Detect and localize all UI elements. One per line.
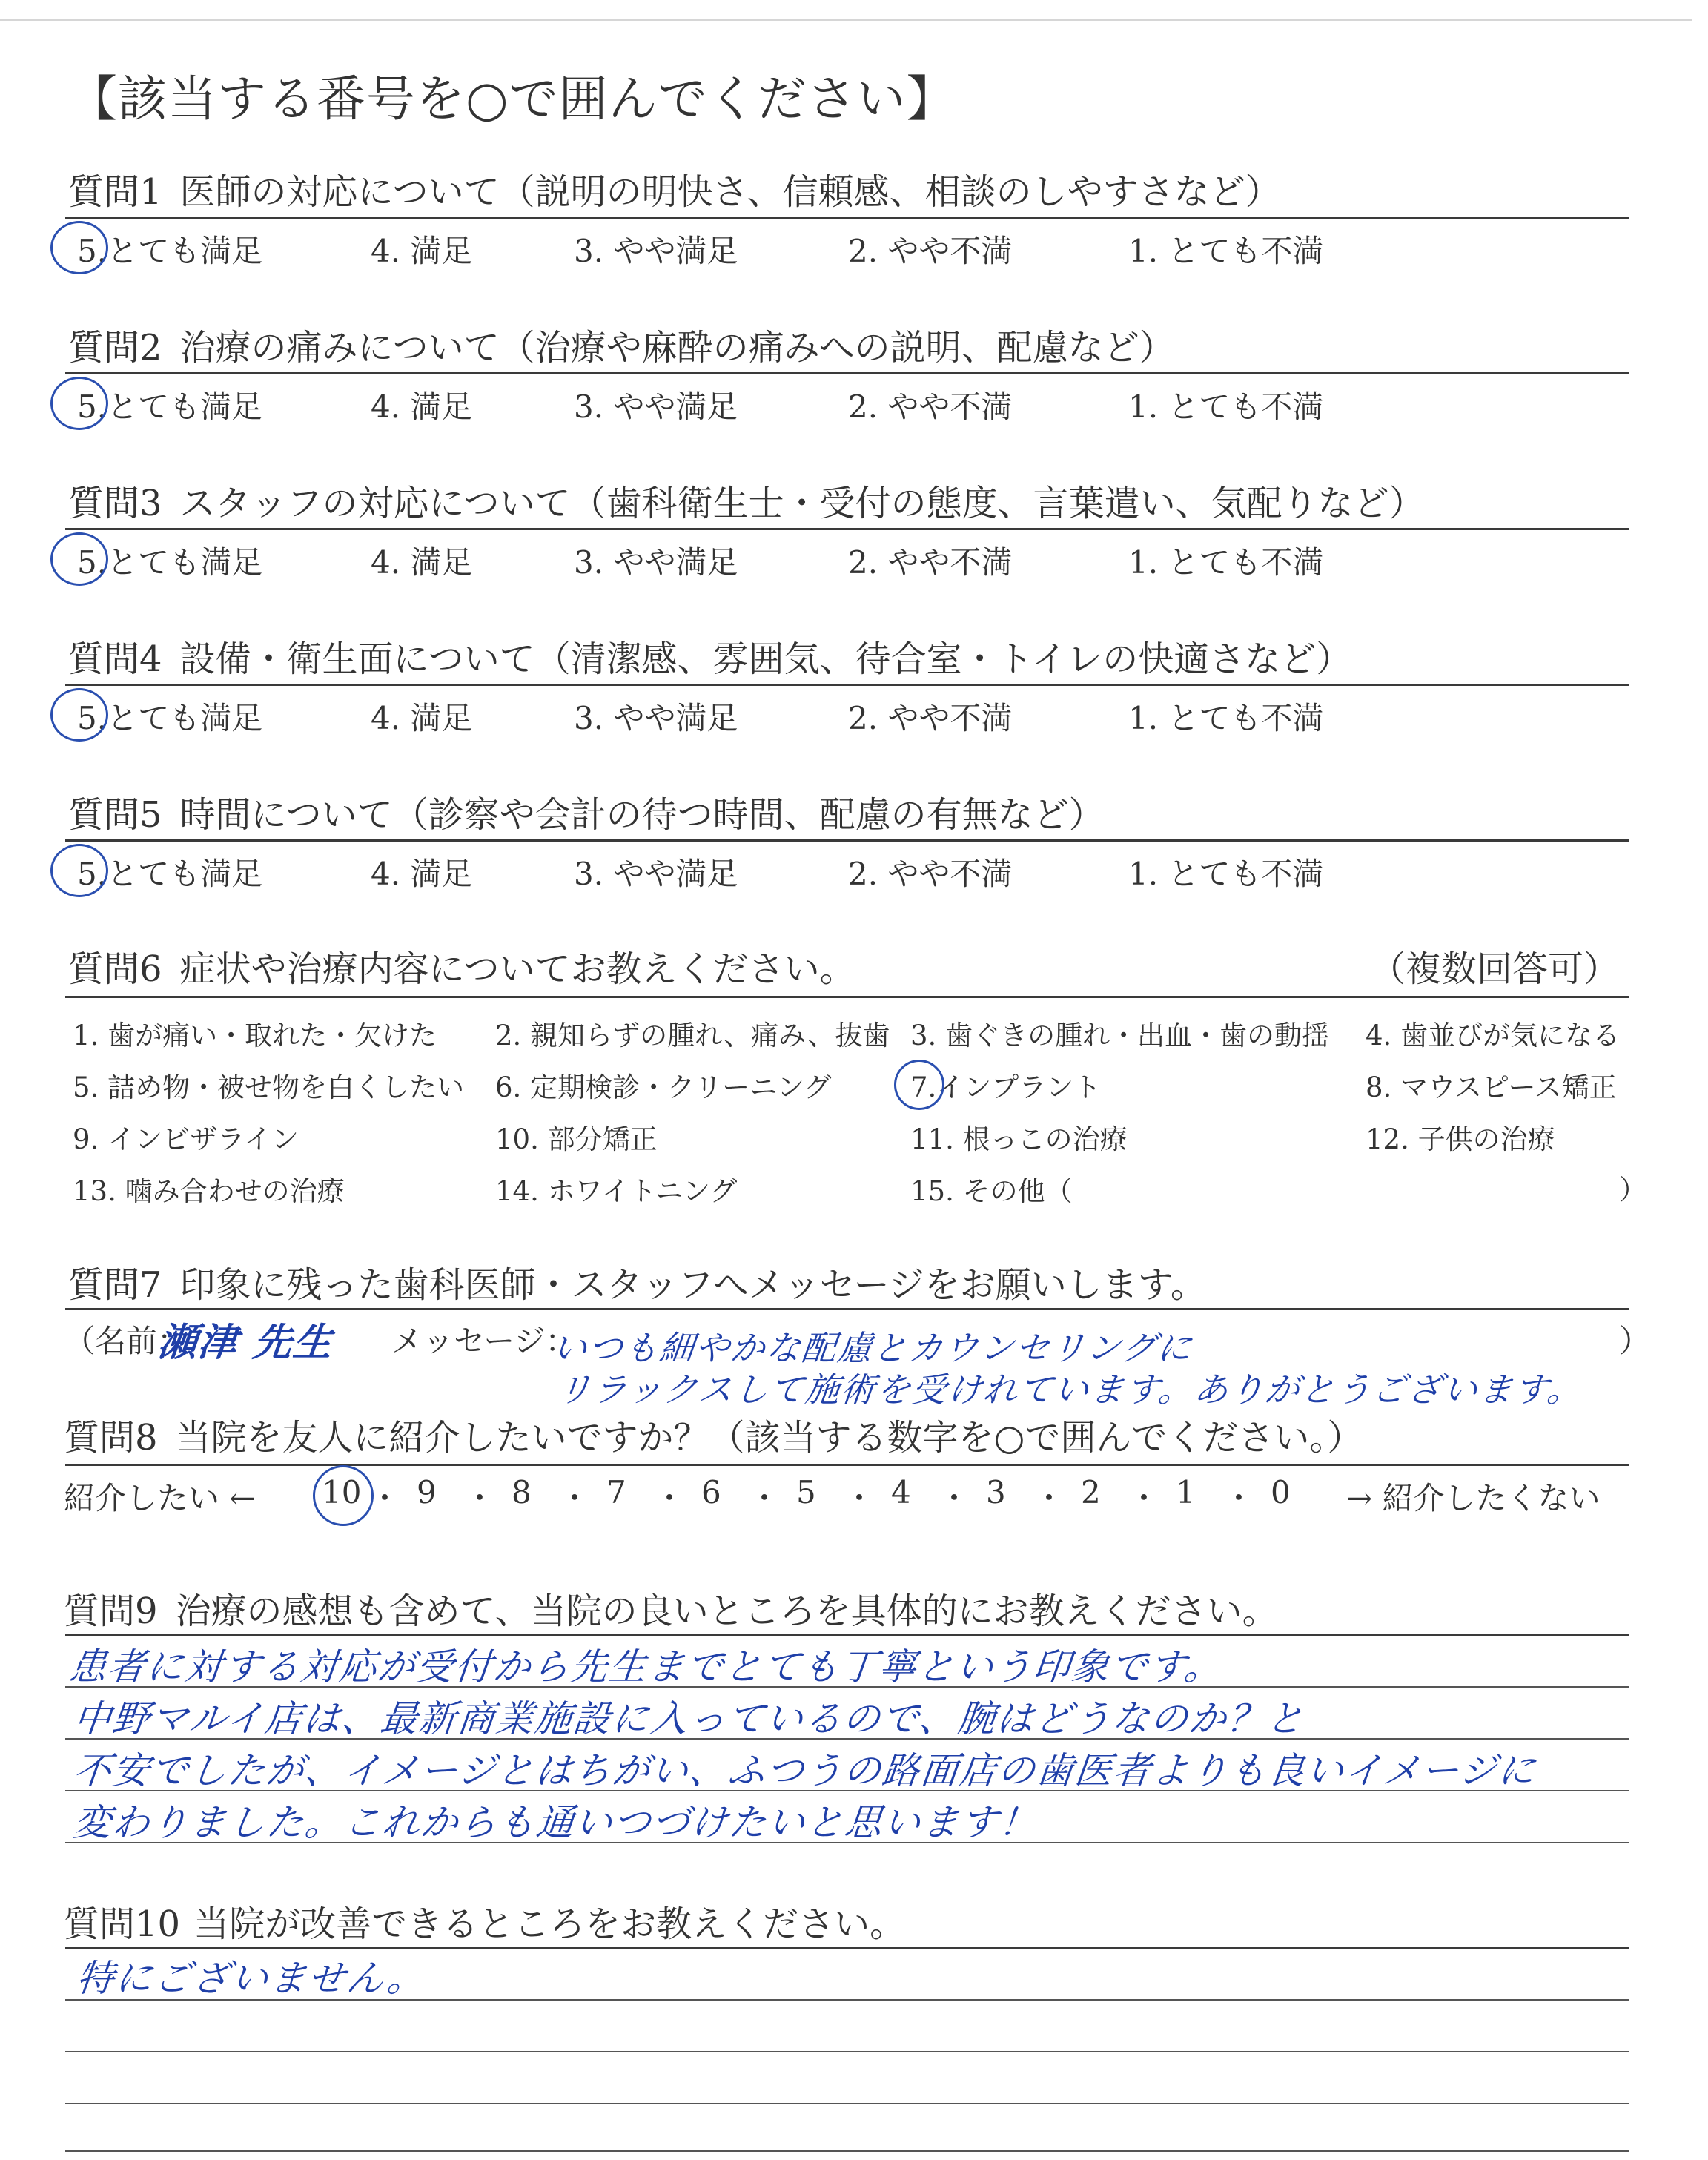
q9-answer-line-3[interactable]: 不安でしたが、イメージとはちがい、ふつうの路面店の歯医者よりも良いイメージに — [71, 1749, 1539, 1792]
q7-message-line-2[interactable]: リラックスして施術を受けれています。ありがとうございます。 — [555, 1370, 1585, 1410]
q9-label: 質問9 — [64, 1591, 158, 1632]
q7-heading — [68, 1256, 1206, 1307]
q5-option-4[interactable]: 4. 満足 — [371, 856, 473, 892]
q6-option-15[interactable]: 15. その他（ — [910, 1175, 1073, 1207]
q4-option-3[interactable]: 3. やや満足 — [574, 700, 738, 736]
q4-label: 質問4 — [68, 638, 162, 680]
q8-text: 当院を友人に紹介したいですか？（該当する数字を○で囲んでください。） — [175, 1417, 1363, 1459]
q6-option-12[interactable]: 12. 子供の治療 — [1366, 1123, 1555, 1155]
q8-scale-1[interactable]: 1 — [1176, 1474, 1196, 1510]
q6-option-9[interactable]: 9. インビザライン — [73, 1123, 299, 1155]
q6-option-2[interactable]: 2. 親知らずの腫れ、痛み、抜歯 — [495, 1020, 890, 1051]
q5-rule — [65, 839, 1629, 842]
q2-text: 治療の痛みについて（治療や麻酔の痛みへの説明、配慮など） — [179, 327, 1175, 369]
q7-name-label: （名前： — [64, 1323, 189, 1359]
q9-answer-line-4[interactable]: 変わりました。これからも通いつづけたいと思います！ — [71, 1801, 1040, 1844]
q8-separator: ・ — [749, 1480, 781, 1516]
q4-rule — [65, 684, 1629, 686]
q8-heading — [64, 1409, 1363, 1460]
q8-left-label: 紹介したい ← — [64, 1480, 256, 1516]
q1-text: 医師の対応について（説明の明快さ、信頼感、相談のしやすさなど） — [179, 171, 1281, 213]
q8-scale-2[interactable]: 2 — [1081, 1474, 1101, 1510]
q8-separator: ・ — [1223, 1480, 1255, 1516]
q8-scale-4[interactable]: 4 — [891, 1474, 911, 1510]
q3-option-4[interactable]: 4. 満足 — [371, 544, 473, 581]
q2-option-1[interactable]: 1. とても不満 — [1128, 389, 1324, 425]
q9-text: 治療の感想も含めて、当院の良いところを具体的にお教えください。 — [175, 1591, 1278, 1632]
q4-heading — [68, 630, 1351, 681]
q8-separator: ・ — [1128, 1480, 1160, 1516]
q5-label: 質問5 — [68, 794, 162, 836]
q2-selected-circle[interactable] — [50, 377, 108, 430]
q6-label: 質問6 — [68, 948, 162, 990]
q6-option-1[interactable]: 1. 歯が痛い・取れた・欠けた — [73, 1020, 437, 1051]
q10-label: 質問10 — [64, 1903, 181, 1945]
q8-scale-9[interactable]: 9 — [417, 1474, 437, 1510]
q7-label: 質問7 — [68, 1264, 162, 1306]
q1-option-1[interactable]: 1. とても不満 — [1128, 233, 1324, 269]
q6-option-8[interactable]: 8. マウスピース矯正 — [1366, 1071, 1617, 1103]
q5-text: 時間について（診察や会計の待つ時間、配慮の有無など） — [179, 794, 1105, 836]
q4-option-4[interactable]: 4. 満足 — [371, 700, 473, 736]
q1-option-2[interactable]: 2. やや不満 — [848, 233, 1013, 269]
q2-label: 質問2 — [68, 327, 162, 369]
sheet-edge — [0, 0, 1692, 21]
q6-option-10[interactable]: 10. 部分矯正 — [495, 1123, 658, 1155]
q8-separator: ・ — [844, 1480, 875, 1516]
q6-option-11[interactable]: 11. 根っこの治療 — [910, 1123, 1128, 1155]
q1-selected-circle[interactable] — [50, 221, 108, 274]
q8-rule — [65, 1464, 1629, 1466]
q3-option-5[interactable]: 5.とても満足 — [77, 544, 263, 581]
q8-label: 質問8 — [64, 1417, 158, 1459]
q2-option-3[interactable]: 3. やや満足 — [574, 389, 738, 425]
q6-option-7[interactable]: 7.インプラント — [910, 1071, 1102, 1103]
q8-separator: ・ — [464, 1480, 496, 1516]
q3-option-3[interactable]: 3. やや満足 — [574, 544, 738, 581]
q9-answer-rule — [65, 1634, 1629, 1636]
q6-option-5[interactable]: 5. 詰め物・被せ物を白くしたい — [73, 1071, 465, 1103]
q3-option-1[interactable]: 1. とても不満 — [1128, 544, 1324, 581]
q6-option-13[interactable]: 13. 噛み合わせの治療 — [73, 1175, 345, 1207]
q6-text: 症状や治療内容についてお教えください。 — [179, 948, 855, 990]
q6-option-6[interactable]: 6. 定期検診・クリーニング — [495, 1071, 832, 1103]
q8-separator: ・ — [369, 1480, 401, 1516]
q8-separator: ・ — [939, 1480, 970, 1516]
q4-option-5[interactable]: 5.とても満足 — [77, 700, 263, 736]
q10-heading — [64, 1895, 905, 1946]
q1-option-4[interactable]: 4. 満足 — [371, 233, 473, 269]
q8-scale-7[interactable]: 7 — [606, 1474, 626, 1510]
q2-option-5[interactable]: 5.とても満足 — [77, 389, 263, 425]
q7-message-line-1[interactable]: いつも細やかな配慮とカウンセリングに — [550, 1328, 1195, 1368]
q4-option-1[interactable]: 1. とても不満 — [1128, 700, 1324, 736]
q8-scale-0[interactable]: 0 — [1271, 1474, 1291, 1510]
q4-selected-circle[interactable] — [50, 688, 108, 742]
q2-option-4[interactable]: 4. 満足 — [371, 389, 473, 425]
q5-option-2[interactable]: 2. やや不満 — [848, 856, 1013, 892]
q3-label: 質問3 — [68, 483, 162, 524]
q4-text: 設備・衛生面について（清潔感、雰囲気、待合室・トイレの快適さなど） — [179, 638, 1352, 680]
q4-option-2[interactable]: 2. やや不満 — [848, 700, 1013, 736]
q8-right-label: → 紹介したくない — [1346, 1480, 1601, 1516]
q7-rule — [65, 1308, 1629, 1310]
q10-text: 当院が改善できるところをお教えください。 — [193, 1903, 906, 1945]
q1-heading — [68, 163, 1281, 214]
q8-scale-6[interactable]: 6 — [701, 1474, 721, 1510]
q8-scale-10[interactable]: 10 — [322, 1474, 362, 1510]
q5-heading — [68, 786, 1105, 837]
q1-option-5[interactable]: 5.とても満足 — [77, 233, 263, 269]
q7-message-label: メッセージ： — [391, 1323, 577, 1359]
q5-option-1[interactable]: 1. とても不満 — [1128, 856, 1324, 892]
q8-scale-8[interactable]: 8 — [512, 1474, 532, 1510]
q7-text: 印象に残った歯科医師・スタッフへメッセージをお願いします。 — [179, 1264, 1206, 1306]
q9-answer-line-2[interactable]: 中野マルイ店は、最新商業施設に入っているので、腕はどうなのか？と — [71, 1697, 1308, 1740]
q8-separator: ・ — [559, 1480, 591, 1516]
q9-answer-line-1[interactable]: 患者に対する対応が受付から先生までとても丁寧という印象です。 — [67, 1645, 1225, 1688]
q6-option-14[interactable]: 14. ホワイトニング — [495, 1175, 738, 1207]
q1-option-3[interactable]: 3. やや満足 — [574, 233, 738, 269]
form-title: 【該当する番号を○で囲んでください】 — [68, 70, 956, 128]
q3-text: スタッフの対応について（歯科衛生士・受付の態度、言葉遣い、気配りなど） — [179, 483, 1425, 524]
q8-separator: ・ — [1033, 1480, 1065, 1516]
q3-selected-circle[interactable] — [50, 532, 108, 586]
q10-answer-rule — [65, 2150, 1629, 2152]
q2-rule — [65, 372, 1629, 374]
q8-separator: ・ — [654, 1480, 686, 1516]
q7-close: ） — [1619, 1323, 1651, 1359]
q10-answer-rule — [65, 2103, 1629, 2104]
q6-selected-circle[interactable] — [894, 1060, 944, 1110]
q10-answer-line-1[interactable]: 特にございません。 — [74, 1957, 428, 2000]
q6-rule — [65, 996, 1629, 998]
q3-option-2[interactable]: 2. やや不満 — [848, 544, 1013, 581]
q2-heading — [68, 319, 1175, 370]
q5-option-3[interactable]: 3. やや満足 — [574, 856, 738, 892]
q6-option-3[interactable]: 3. 歯ぐきの腫れ・出血・歯の動揺 — [910, 1020, 1330, 1051]
q8-scale-5[interactable]: 5 — [796, 1474, 816, 1510]
q1-label: 質問1 — [68, 171, 162, 213]
q7-name-value[interactable]: 瀬津 先生 — [156, 1321, 336, 1365]
q3-heading — [68, 475, 1425, 526]
q2-option-2[interactable]: 2. やや不満 — [848, 389, 1013, 425]
q6-heading — [68, 940, 855, 991]
q3-rule — [65, 528, 1629, 530]
q6-note: （複数回答可） — [1370, 948, 1620, 990]
q6-option-4[interactable]: 4. 歯並びが気になる — [1366, 1020, 1621, 1051]
q10-answer-rule — [65, 2051, 1629, 2052]
q5-selected-circle[interactable] — [50, 844, 108, 897]
q1-rule — [65, 217, 1629, 219]
q9-heading — [64, 1582, 1278, 1634]
q8-scale-3[interactable]: 3 — [986, 1474, 1006, 1510]
q8-selected-circle[interactable] — [313, 1465, 374, 1526]
q6-other-close: ） — [1619, 1174, 1646, 1206]
q5-option-5[interactable]: 5.とても満足 — [77, 856, 263, 892]
